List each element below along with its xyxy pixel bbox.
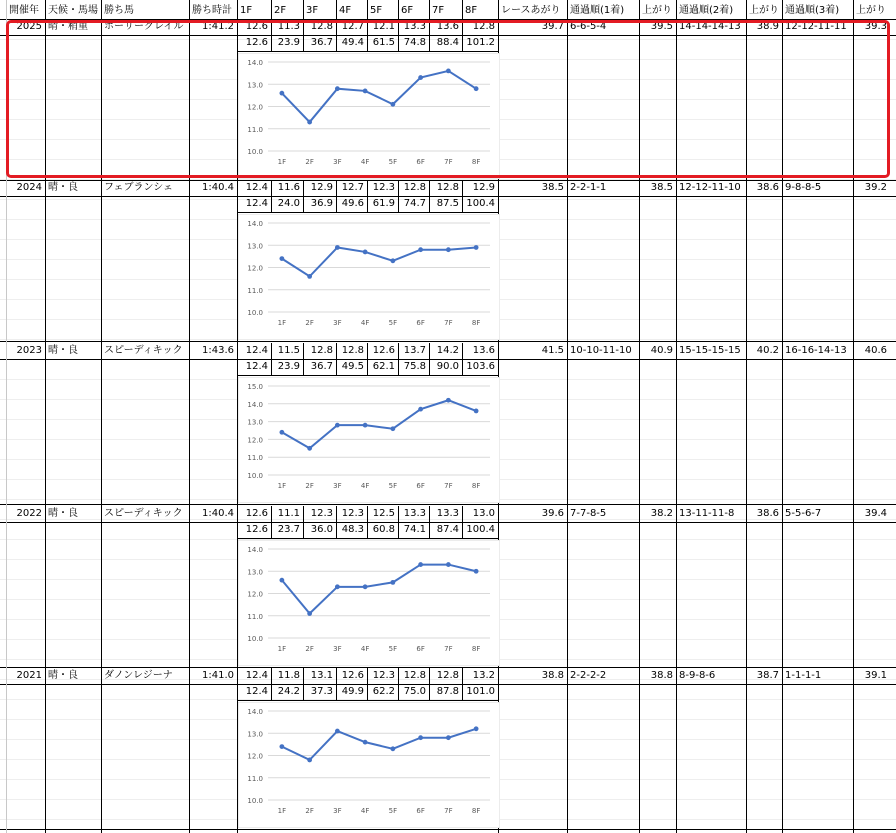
time-cell[interactable]: 1:41.2 [202, 21, 234, 32]
last-2nd-cell[interactable]: 38.6 [756, 182, 779, 193]
lap-time-chart[interactable] [238, 540, 500, 666]
lap-cell[interactable]: 12.8 [472, 21, 495, 32]
data-point [474, 726, 479, 731]
cumulative-cell[interactable]: 12.4 [245, 198, 268, 209]
cumulative-cell[interactable]: 23.7 [277, 524, 300, 535]
cumulative-cell[interactable]: 37.3 [310, 686, 333, 697]
lap-cell[interactable]: 12.4 [245, 345, 268, 356]
x-tick-label: 4F [360, 158, 370, 166]
cumulative-cell[interactable]: 36.0 [310, 524, 333, 535]
data-point [335, 584, 340, 589]
data-point [363, 740, 368, 745]
y-tick-label: 14.0 [247, 400, 263, 409]
cumulative-cell[interactable]: 88.4 [436, 37, 459, 48]
data-point [363, 250, 368, 255]
lap-cell[interactable]: 11.5 [277, 345, 300, 356]
y-tick-label: 13.0 [247, 81, 263, 90]
x-tick-label: 5F [388, 482, 398, 490]
cumulative-cell[interactable]: 36.9 [310, 198, 333, 209]
column-header[interactable]: 勝ち時計 [192, 5, 232, 16]
position-3rd-cell[interactable]: 12-12-11-11 [785, 21, 847, 32]
data-point [390, 258, 395, 263]
lap-cell[interactable]: 13.3 [403, 508, 426, 519]
last-1st-cell[interactable]: 40.9 [650, 345, 673, 356]
data-point [279, 744, 284, 749]
column-header[interactable]: 1F [240, 5, 253, 16]
lap-cell[interactable]: 12.8 [341, 345, 364, 356]
year-cell[interactable]: 2023 [16, 345, 42, 356]
last-1st-cell[interactable]: 38.8 [650, 670, 673, 681]
y-tick-label: 13.0 [247, 568, 263, 577]
position-1st-cell[interactable]: 2-2-2-2 [570, 670, 607, 681]
cumulative-cell[interactable]: 23.9 [277, 37, 300, 48]
winner-cell[interactable]: スピーディキック [104, 345, 183, 356]
x-tick-label: 4F [360, 645, 370, 653]
position-2nd-cell[interactable]: 8-9-8-6 [679, 670, 716, 681]
y-tick-label: 10.0 [247, 797, 263, 805]
data-point [335, 423, 340, 428]
column-header[interactable]: 通過順(3着) [785, 5, 840, 16]
lap-cell[interactable]: 12.3 [372, 182, 395, 193]
column-header[interactable]: 2F [274, 5, 287, 16]
cumulative-cell[interactable]: 49.6 [341, 198, 364, 209]
x-tick-label: 6F [416, 319, 425, 327]
y-tick-label: 10.0 [247, 148, 263, 156]
lap-cell[interactable]: 13.0 [472, 508, 495, 519]
lap-cell[interactable]: 12.7 [341, 182, 364, 193]
y-tick-label: 11.0 [247, 774, 263, 783]
lap-cell[interactable]: 12.8 [403, 182, 426, 193]
cumulative-cell[interactable]: 100.4 [466, 524, 495, 535]
time-cell[interactable]: 1:40.4 [202, 182, 234, 193]
year-cell[interactable]: 2021 [16, 670, 42, 681]
condition-cell[interactable]: 晴・稍重 [48, 21, 88, 32]
cumulative-cell[interactable]: 36.7 [310, 37, 333, 48]
cumulative-cell[interactable]: 23.9 [277, 361, 300, 372]
x-tick-label: 1F [277, 158, 287, 166]
y-tick-label: 14.0 [247, 708, 263, 716]
data-point [474, 569, 479, 574]
last-3rd-cell[interactable]: 39.1 [864, 670, 887, 681]
lap-cell[interactable]: 13.6 [472, 345, 495, 356]
data-point [446, 247, 451, 252]
x-tick-label: 2F [305, 807, 314, 815]
lap-cell[interactable]: 11.8 [277, 670, 300, 681]
y-tick-label: 12.0 [247, 590, 263, 599]
y-tick-label: 14.0 [247, 220, 263, 228]
position-1st-cell[interactable]: 6-6-5-4 [570, 21, 607, 32]
y-tick-label: 12.0 [247, 264, 263, 273]
cumulative-cell[interactable]: 36.7 [310, 361, 333, 372]
column-header[interactable]: 6F [401, 5, 414, 16]
y-tick-label: 14.0 [247, 59, 263, 67]
column-header[interactable]: 開催年 [9, 5, 39, 16]
last-2nd-cell[interactable]: 38.6 [756, 508, 779, 519]
position-1st-cell[interactable]: 7-7-8-5 [570, 508, 607, 519]
y-tick-label: 11.0 [247, 612, 263, 621]
cumulative-cell[interactable]: 90.0 [436, 361, 459, 372]
cumulative-cell[interactable]: 49.9 [341, 686, 364, 697]
race-last-cell[interactable]: 41.5 [541, 345, 564, 356]
year-cell[interactable]: 2022 [16, 508, 42, 519]
cumulative-cell[interactable]: 60.8 [372, 524, 395, 535]
winner-cell[interactable]: スピーディキック [104, 508, 183, 519]
x-tick-label: 2F [305, 158, 314, 166]
column-header[interactable]: 天候・馬場 [48, 5, 98, 16]
data-point [335, 729, 340, 734]
lap-cell[interactable]: 12.6 [341, 670, 364, 681]
data-point [474, 245, 479, 250]
x-tick-label: 8F [471, 158, 481, 166]
lap-time-chart[interactable] [238, 702, 500, 828]
column-header[interactable]: 通過順(2着) [679, 5, 734, 16]
cumulative-cell[interactable]: 74.8 [403, 37, 426, 48]
x-tick-label: 5F [388, 158, 398, 166]
x-tick-label: 6F [416, 482, 425, 490]
time-cell[interactable]: 1:40.4 [202, 508, 234, 519]
lap-cell[interactable]: 12.3 [310, 508, 333, 519]
x-tick-label: 8F [471, 645, 481, 653]
data-point [335, 245, 340, 250]
data-point [307, 611, 312, 616]
x-tick-label: 1F [277, 807, 287, 815]
y-tick-label: 11.0 [247, 125, 263, 134]
race-last-cell[interactable]: 39.7 [541, 21, 564, 32]
cumulative-cell[interactable]: 101.2 [466, 37, 495, 48]
condition-cell[interactable]: 晴・良 [48, 508, 78, 519]
last-3rd-cell[interactable]: 40.6 [864, 345, 887, 356]
lap-cell[interactable]: 13.7 [403, 345, 426, 356]
x-tick-label: 4F [360, 319, 370, 327]
y-tick-label: 12.0 [247, 752, 263, 761]
condition-cell[interactable]: 晴・良 [48, 345, 78, 356]
race-last-cell[interactable]: 38.8 [541, 670, 564, 681]
x-tick-label: 7F [444, 482, 453, 490]
x-tick-label: 8F [471, 482, 481, 490]
lap-cell[interactable]: 13.1 [310, 670, 333, 681]
time-cell[interactable]: 1:41.0 [202, 670, 234, 681]
position-2nd-cell[interactable]: 13-11-11-8 [679, 508, 735, 519]
x-tick-label: 1F [277, 645, 287, 653]
data-point [307, 758, 312, 763]
lap-cell[interactable]: 11.1 [277, 508, 300, 519]
y-tick-label: 10.0 [247, 472, 263, 480]
lap-cell[interactable]: 12.9 [472, 182, 495, 193]
x-tick-label: 5F [388, 319, 398, 327]
last-3rd-cell[interactable]: 39.4 [864, 508, 887, 519]
cumulative-cell[interactable]: 100.4 [466, 198, 495, 209]
data-point [390, 426, 395, 431]
data-point [446, 562, 451, 567]
position-3rd-cell[interactable]: 9-8-8-5 [785, 182, 822, 193]
lap-time-chart[interactable] [238, 377, 500, 503]
lap-cell[interactable]: 12.8 [436, 182, 459, 193]
lap-cell[interactable]: 12.4 [245, 670, 268, 681]
data-point [390, 580, 395, 585]
year-cell[interactable]: 2025 [16, 21, 42, 32]
cumulative-cell[interactable]: 49.5 [341, 361, 364, 372]
y-tick-label: 14.0 [247, 546, 263, 554]
x-tick-label: 7F [444, 158, 453, 166]
winner-cell[interactable]: フェブランシェ [104, 182, 174, 193]
year-cell[interactable]: 2024 [16, 182, 42, 193]
data-point [446, 398, 451, 403]
x-tick-label: 3F [333, 807, 342, 815]
cumulative-cell[interactable]: 49.4 [341, 37, 364, 48]
lap-cell[interactable]: 12.9 [310, 182, 333, 193]
cumulative-cell[interactable]: 12.6 [245, 524, 268, 535]
cumulative-cell[interactable]: 12.6 [245, 37, 268, 48]
y-tick-label: 11.0 [247, 454, 263, 463]
data-point [390, 746, 395, 751]
lap-cell[interactable]: 11.6 [277, 182, 300, 193]
data-point [446, 735, 451, 740]
x-tick-label: 1F [277, 319, 287, 327]
column-header[interactable]: 上がり [749, 5, 779, 16]
cumulative-cell[interactable]: 74.7 [403, 198, 426, 209]
column-header[interactable]: 5F [370, 5, 383, 16]
last-3rd-cell[interactable]: 39.2 [864, 182, 887, 193]
column-header[interactable]: 8F [465, 5, 478, 16]
lap-cell[interactable]: 12.8 [310, 21, 333, 32]
last-2nd-cell[interactable]: 38.7 [756, 670, 779, 681]
data-point [279, 430, 284, 435]
lap-cell[interactable]: 13.6 [436, 21, 459, 32]
y-tick-label: 10.0 [247, 309, 263, 317]
last-3rd-cell[interactable]: 39.3 [864, 21, 887, 32]
cumulative-cell[interactable]: 61.9 [372, 198, 395, 209]
lap-cell[interactable]: 12.7 [341, 21, 364, 32]
lap-cell[interactable]: 14.2 [436, 345, 459, 356]
data-point [418, 562, 423, 567]
last-1st-cell[interactable]: 38.5 [650, 182, 673, 193]
column-header[interactable]: 7F [432, 5, 445, 16]
x-tick-label: 3F [333, 482, 342, 490]
x-tick-label: 2F [305, 482, 314, 490]
position-3rd-cell[interactable]: 1-1-1-1 [785, 670, 822, 681]
cumulative-cell[interactable]: 12.4 [245, 686, 268, 697]
x-tick-label: 1F [277, 482, 287, 490]
highlight-box [6, 20, 890, 178]
x-tick-label: 3F [333, 645, 342, 653]
position-1st-cell[interactable]: 2-2-1-1 [570, 182, 607, 193]
position-2nd-cell[interactable]: 12-12-11-10 [679, 182, 741, 193]
last-1st-cell[interactable]: 38.2 [650, 508, 673, 519]
cumulative-cell[interactable]: 75.0 [403, 686, 426, 697]
x-tick-label: 6F [416, 645, 425, 653]
column-header[interactable]: 上がり [642, 5, 672, 16]
position-3rd-cell[interactable]: 5-5-6-7 [785, 508, 822, 519]
cumulative-cell[interactable]: 24.2 [277, 686, 300, 697]
time-cell[interactable]: 1:43.6 [202, 345, 234, 356]
cumulative-cell[interactable]: 62.1 [372, 361, 395, 372]
cumulative-cell[interactable]: 87.5 [436, 198, 459, 209]
lap-cell[interactable]: 12.6 [245, 508, 268, 519]
column-header[interactable]: 4F [339, 5, 352, 16]
column-header[interactable]: 勝ち馬 [104, 5, 134, 16]
condition-cell[interactable]: 晴・良 [48, 670, 78, 681]
x-tick-label: 2F [305, 319, 314, 327]
x-tick-label: 3F [333, 319, 342, 327]
lap-cell[interactable]: 12.3 [372, 670, 395, 681]
data-point [307, 446, 312, 451]
column-header[interactable]: 上がり [856, 5, 886, 16]
last-2nd-cell[interactable]: 38.9 [756, 21, 779, 32]
lap-cell[interactable]: 12.6 [245, 21, 268, 32]
column-header[interactable]: レースあがり [501, 5, 561, 16]
x-tick-label: 6F [416, 158, 425, 166]
y-tick-label: 12.0 [247, 436, 263, 445]
cumulative-cell[interactable]: 87.4 [436, 524, 459, 535]
data-point [418, 407, 423, 412]
x-tick-label: 7F [444, 807, 453, 815]
cumulative-cell[interactable]: 87.8 [436, 686, 459, 697]
data-point [307, 274, 312, 279]
race-last-cell[interactable]: 38.5 [541, 182, 564, 193]
x-tick-label: 2F [305, 645, 314, 653]
lap-cell[interactable]: 13.3 [436, 508, 459, 519]
condition-cell[interactable]: 晴・良 [48, 182, 78, 193]
data-point [363, 584, 368, 589]
lap-cell[interactable]: 12.8 [310, 345, 333, 356]
last-2nd-cell[interactable]: 40.2 [756, 345, 779, 356]
y-tick-label: 13.0 [247, 242, 263, 251]
lap-cell[interactable]: 12.6 [372, 345, 395, 356]
cumulative-cell[interactable]: 75.8 [403, 361, 426, 372]
lap-cell[interactable]: 12.8 [436, 670, 459, 681]
winner-cell[interactable]: ダノンレジーナ [104, 670, 173, 681]
y-tick-label: 11.0 [247, 286, 263, 295]
y-tick-label: 13.0 [247, 730, 263, 739]
lap-cell[interactable]: 13.2 [472, 670, 495, 681]
data-point [363, 423, 368, 428]
y-tick-label: 13.0 [247, 418, 263, 427]
x-tick-label: 8F [471, 807, 481, 815]
cumulative-cell[interactable]: 101.0 [466, 686, 495, 697]
data-point [279, 578, 284, 583]
position-3rd-cell[interactable]: 16-16-14-13 [785, 345, 847, 356]
lap-cell[interactable]: 12.1 [372, 21, 395, 32]
position-2nd-cell[interactable]: 14-14-14-13 [679, 21, 741, 32]
data-point [474, 409, 479, 414]
cumulative-cell[interactable]: 48.3 [341, 524, 364, 535]
last-1st-cell[interactable]: 39.5 [650, 21, 673, 32]
cumulative-cell[interactable]: 24.0 [277, 198, 300, 209]
data-point [279, 256, 284, 261]
data-point [418, 735, 423, 740]
y-tick-label: 10.0 [247, 635, 263, 643]
data-point [418, 247, 423, 252]
lap-time-chart[interactable] [238, 214, 500, 340]
position-2nd-cell[interactable]: 15-15-15-15 [679, 345, 741, 356]
x-tick-label: 5F [388, 645, 398, 653]
x-tick-label: 7F [444, 645, 453, 653]
x-tick-label: 7F [444, 319, 453, 327]
cumulative-cell[interactable]: 12.4 [245, 361, 268, 372]
winner-cell[interactable]: ホーリーグレイル [104, 21, 184, 32]
lap-cell[interactable]: 12.4 [245, 182, 268, 193]
x-tick-label: 5F [388, 807, 398, 815]
cumulative-cell[interactable]: 62.2 [372, 686, 395, 697]
cumulative-cell[interactable]: 61.5 [372, 37, 395, 48]
lap-cell[interactable]: 12.5 [372, 508, 395, 519]
column-header[interactable]: 3F [306, 5, 319, 16]
race-last-cell[interactable]: 39.6 [541, 508, 564, 519]
x-tick-label: 4F [360, 482, 370, 490]
x-tick-label: 6F [416, 807, 425, 815]
cumulative-cell[interactable]: 103.6 [466, 361, 495, 372]
lap-cell[interactable]: 12.3 [341, 508, 364, 519]
lap-cell[interactable]: 12.8 [403, 670, 426, 681]
x-tick-label: 8F [471, 319, 481, 327]
x-tick-label: 4F [360, 807, 370, 815]
y-tick-label: 15.0 [247, 383, 263, 391]
position-1st-cell[interactable]: 10-10-11-10 [570, 345, 632, 356]
lap-cell[interactable]: 11.3 [277, 21, 300, 32]
lap-cell[interactable]: 13.3 [403, 21, 426, 32]
cumulative-cell[interactable]: 74.1 [403, 524, 426, 535]
x-tick-label: 3F [333, 158, 342, 166]
y-tick-label: 12.0 [247, 103, 263, 112]
column-header[interactable]: 通過順(1着) [570, 5, 625, 16]
